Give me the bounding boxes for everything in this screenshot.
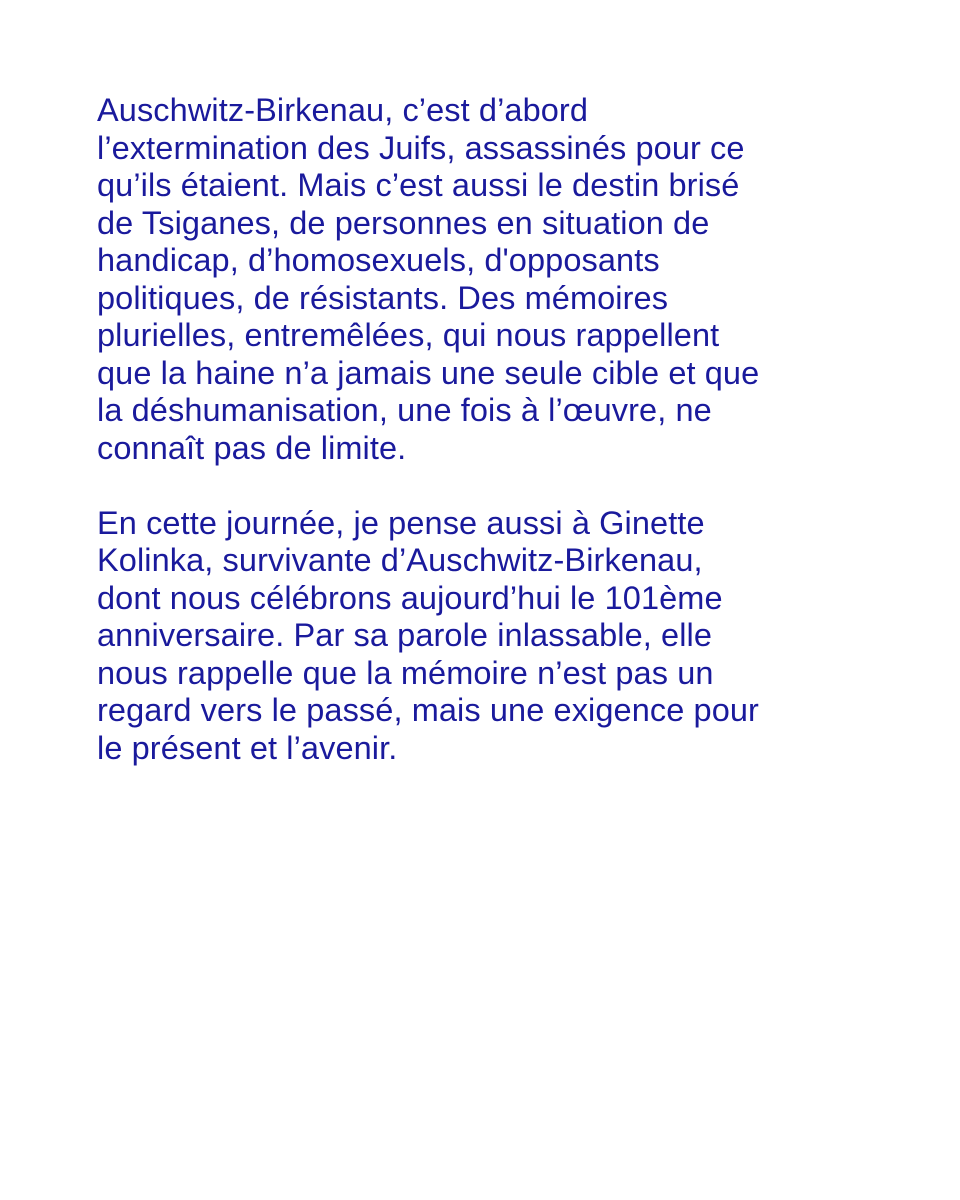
text-line: plurielles, entremêlées, qui nous rappellent bbox=[97, 317, 720, 353]
text-line: connaît pas de limite. bbox=[97, 429, 407, 466]
text-line: que la haine n’a jamais une seule cible et que bbox=[97, 354, 760, 391]
text-line: Kolinka, survivante d’Auschwitz-Birkenau, bbox=[97, 542, 703, 578]
paragraph-1 bbox=[97, 92, 887, 467]
text-line: le présent et l’avenir. bbox=[97, 729, 398, 766]
text-line: de Tsiganes, de personnes en situation de bbox=[97, 204, 710, 241]
text-line: dont nous célébrons aujourd’hui le 101ème bbox=[97, 579, 723, 616]
text-line: anniversaire. Par sa parole inlassable, elle bbox=[97, 617, 713, 653]
text-line: nous rappelle que la mémoire n’est pas un bbox=[97, 654, 714, 691]
text-line: regard vers le passé, mais une exigence pour bbox=[97, 692, 759, 728]
text-line: qu’ils étaient. Mais c’est aussi le destin brisé bbox=[97, 167, 740, 203]
text-line: Auschwitz-Birkenau, c’est d’abord bbox=[97, 92, 589, 128]
statement-text bbox=[97, 92, 887, 767]
paragraph-2 bbox=[97, 505, 887, 768]
text-line: En cette journée, je pense aussi à Ginette bbox=[97, 504, 705, 541]
text-line: l’extermination des Juifs, assassinés pour ce bbox=[97, 129, 745, 166]
text-line: handicap, d’homosexuels, d'opposants bbox=[97, 242, 660, 278]
text-line: politiques, de résistants. Des mémoires bbox=[97, 279, 669, 316]
text-line: la déshumanisation, une fois à l’œuvre, ne bbox=[97, 392, 712, 428]
